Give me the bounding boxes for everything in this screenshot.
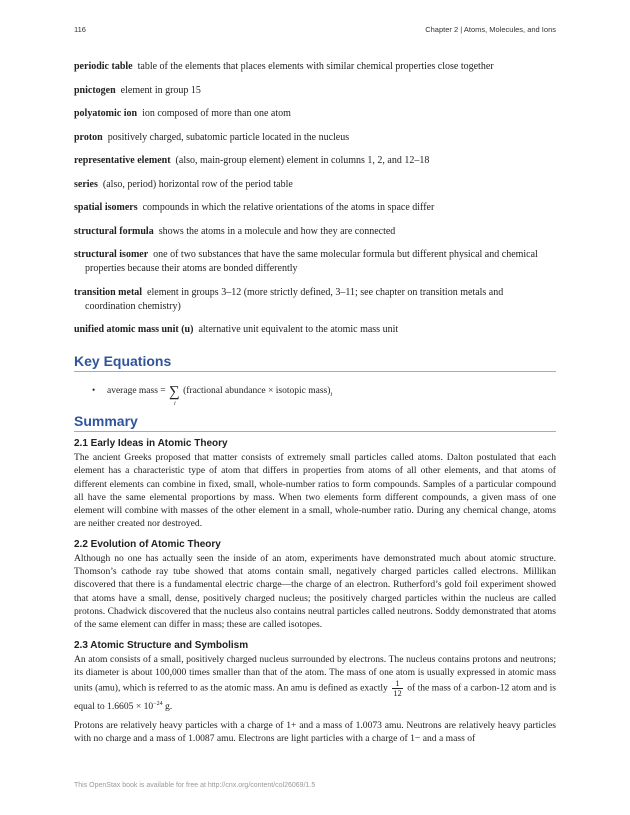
glossary-term: transition metal [74,286,143,298]
page-content [74,60,556,750]
glossary-definition: compounds in which the relative orientations of the atoms in space differ [142,202,435,213]
glossary-term: structural isomer [74,249,149,260]
bullet: • [92,385,96,395]
glossary-entry [74,286,556,314]
glossary-entry [74,84,556,98]
glossary-definition: one of two substances that have the same molecular formula but different physical and chemical properties because their atoms are bonded differently [85,249,538,274]
equation-subscript: i [330,391,333,398]
fraction-one-twelfth: $\frac{1}{12}$ [393,678,402,699]
glossary-term: unified atomic mass unit (u) [74,324,194,335]
summary-paragraph: An atom consists of a small, positively charged nucleus surrounded by electrons. The nucleus contains protons and neutrons; its diameter is about 100,000 times smaller than that of the atom. The mass of one atom is usually expressed in atomic mass units (amu), which is referred to as the atomic mass. An amu is defined as exactly $\frac{1}{12}$ of the mass of a carbon-12 atom and is equal to $1.6605 \times 10^{-24}$ g. [74,653,556,713]
average-mass-equation [74,380,556,407]
page-footer: This OpenStax book is available for free at http://cnx.org/content/col26069/1.5 [74,782,316,789]
summary-paragraph: The ancient Greeks proposed that matter consists of extremely small particles called atoms. Dalton postulated that each element has a characteristic type of atom that differs in properties from atoms of all other elements, and that atoms of different elements can combine in fixed, small, whole-number ratios to form compounds. Samples of a particular compound all have the same elemental proportions by mass. When two elements form different compounds, a given mass of one element will combine with masses of the other element in a small, whole-number ratio. During any chemical change, atoms are neither created nor destroyed. [74,452,556,530]
glossary-term: polyatomic ion [74,108,138,119]
glossary-definition: shows the atoms in a molecule and how they are connected [158,225,396,237]
glossary-definition: ion composed of more than one atom [142,108,291,119]
glossary-term: pnictogen [74,84,116,96]
glossary-term: proton [74,131,103,143]
section-heading: 2.2 Evolution of Atomic Theory [74,538,221,550]
glossary-entry [74,225,556,239]
key-equations-heading: Key Equations [74,353,556,372]
glossary-definition: table of the elements that places elements with similar chemical properties close together [137,61,494,72]
glossary-entry [74,248,556,276]
glossary-entry [74,154,556,168]
section-heading: 2.3 Atomic Structure and Symbolism [74,639,249,651]
page-number: 116 [74,25,86,34]
glossary-list [74,60,556,337]
glossary-entry [74,201,556,215]
glossary-term: structural formula [74,225,154,237]
glossary-entry [74,323,556,337]
glossary-definition: (also, main-group element) element in columns 1, 2, and 12–18 [175,155,430,166]
section-heading: 2.1 Early Ideas in Atomic Theory [74,438,228,449]
glossary-definition: alternative unit equivalent to the atomic mass unit [198,324,399,335]
equation-right: (fractional abundance × isotopic mass) [183,386,331,396]
summation-symbol: ∑ i [169,384,180,407]
summation-index: i [174,401,176,407]
glossary-definition: (also, period) horizontal row of the period table [102,178,293,190]
glossary-term: periodic table [74,61,133,72]
glossary-entry [74,178,556,192]
glossary-term: representative element [74,155,171,166]
glossary-entry [74,60,556,74]
glossary-term: spatial isomers [74,202,138,213]
summary-paragraph: Although no one has actually seen the inside of an atom, experiments have demonstrated much about atomic structure. Thomson’s cathode ray tube showed that atoms contain small, negatively charged particles called electrons. Millikan discovered that there is a fundamental electric charge—the charge of an electron. Rutherford’s gold foil experiment showed that atoms have a small, dense, positively charged nucleus; the positively charged particles within the nucleus are called protons. Chadwick discovered that the nucleus also contains neutral particles called neutrons. Soddy demonstrated that atoms of the same element can differ in mass; these are called isotopes. [74,552,556,631]
equation-left: average mass = [107,386,166,396]
summary-paragraph: Protons are relatively heavy particles with a charge of 1+ and a mass of 1.0073 amu. Neutrons are relatively heavy particles with no charge and a mass of 1.0087 amu. Electrons are light particles with a charge of 1− and a mass of [74,719,556,744]
glossary-definition: element in groups 3–12 (more strictly defined, 3–11; see chapter on transition metals and coordination chemistry) [85,286,504,312]
glossary-term: series [74,178,98,190]
exponent: −24 [153,701,163,708]
glossary-entry [74,107,556,121]
summary-heading: Summary [74,413,556,432]
chapter-header: Chapter 2 | Atoms, Molecules, and Ions [425,25,556,34]
glossary-definition: positively charged, subatomic particle located in the nucleus [107,131,350,143]
glossary-definition: element in group 15 [120,84,201,96]
glossary-entry [74,131,556,145]
